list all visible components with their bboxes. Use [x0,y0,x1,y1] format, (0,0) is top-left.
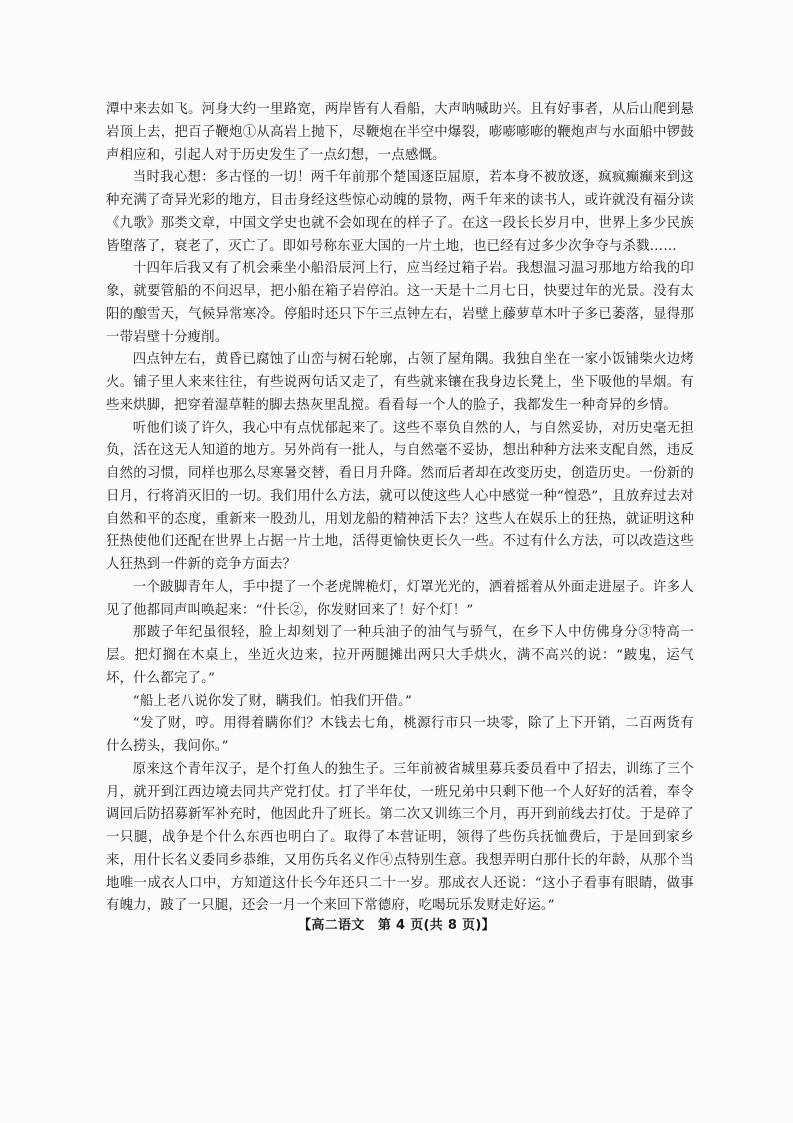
paragraph-3: 十四年后我又有了机会乘坐小船沿辰河上行，应当经过箱子岩。我想温习温习那地方给我的印象，就要管船的不问迟早，把小船在箱子岩停泊。这一天是十二月七日，快要过年的光景。没有太阳的酿雪天，气候异常寒冷。停船时还只下午三点钟左右，岩壁上藤萝草木叶子多已萎落，显得那一带岩壁十分瘦削。 [106,261,694,345]
paragraph-1: 潭中来去如飞。河身大约一里路宽，两岸皆有人看船，大声呐喊助兴。且有好事者，从后山爬到悬岩顶上去，把百子鞭炮①从高岩上抛下，尽鞭炮在半空中爆裂，嘭嘭嘭嘭的鞭炮声与水面船中锣鼓声相应和，引起人对于历史发生了一点幻想，一点感慨。 [106,102,694,163]
paragraph-9: “发了财，哼。用得着瞒你们？木钱去七角，桃源行市只一块零，除了上下开销，二百两货有什么捞头，我问你。” [106,716,694,754]
paragraph-10: 原来这个青年汉子，是个打鱼人的独生子。三年前被省城里募兵委员看中了招去，训练了三个月，就开到江西边境去同共产党打仗。打了半年仗，一班兄弟中只剩下他一个人好好的活着，奉令调回后防招募新军补充时，他因此升了班长。第二次又训练三个月，再开到前线去打仗。于是碎了一只腿，战争是个什么东西也明白了。取得了本营证明，领得了些伤兵抚恤费后，于是回到家乡来，用什长名义委同乡恭维，又用伤兵名义作④点特别生意。我想弄明白那什长的年龄，从那个当地唯一成衣人口中，方知道这什长今年还只二十一岁。那成衣人还说：“这小子看事有眼睛，做事有魄力，跛了一只腿，还会一月一个来回下常德府，吃喝玩乐发财走好运。” [106,761,694,914]
paragraph-8: “船上老八说你发了财，瞒我们。怕我们开借。” [132,693,412,709]
page-footer: 【高二语文 第 4 页(共 8 页)】 [298,918,495,933]
paragraph-2: 当时我心想：多古怪的一切！两千年前那个楚国逐臣屈原，若本身不被放逐，疯疯癫癫来到这种充满了奇异光彩的地方，目击身经这些惊心动魄的景物，两千年来的读书人，或许就没有福分读《九歌》那类文章，中国文学史也就不会如现在的样子了。在这一段长长岁月中，世界上多少民族皆堕落了，衰老了，灭亡了。即如号称东亚大国的一片土地，也已经有过多少次争夺与杀戮…… [106,170,694,254]
paragraph-7: 那跛子年纪虽很轻，脸上却刻划了一种兵油子的油气与骄气，在乡下人中仿佛身分③特高一层。把灯搁在木桌上，坐近火边来，拉开两腿摊出两只大手烘火，满不高兴的说：“跛鬼，运气坏，什么都完了。” [106,625,694,686]
paragraph-6: 一个跛脚青年人，手中提了一个老虎牌桅灯，灯罩光光的，洒着摇着从外面走进屋子。许多人见了他都同声叫唤起来：“什长②，你发财回来了！好个灯！” [106,579,694,618]
reading-passage [106,99,694,918]
paragraph-4: 四点钟左右，黄昏已腐蚀了山峦与树石轮廓，占领了屋角隅。我独自坐在一家小饭铺柴火边烤火。铺子里人来来往往，有些说两句话又走了，有些就来镶在我身边长凳上，坐下吸他的旱烟。有些来烘脚，把穿着湿草鞋的脚去热灰里乱搅。看看每一个人的脸子，我都发生一种奇异的乡情。 [106,352,694,413]
paragraph-5: 听他们谈了许久，我心中有点忧郁起来了。这些不辜负自然的人，与自然妥协，对历史毫无担负，活在这无人知道的地方。另外尚有一批人，与自然毫不妥协，想出种种方法来支配自然，违反自然的习惯，同样也那么尽寒暑交替，看日月升降。然而后者却在改变历史，创造历史。一份新的日月，行将消灭旧的一切。我们用什么方法，就可以使这些人心中感觉一种“惶恐”，且放弃过去对自然和平的态度，重新来一股劲儿，用划龙船的精神活下去？这些人在娱乐上的狂热，就证明这种狂热使他们还配在世界上占据一片土地，活得更愉快更长久一些。不过有什么方法，可以改造这些人狂热到一件新的竞争方面去？ [106,420,694,572]
